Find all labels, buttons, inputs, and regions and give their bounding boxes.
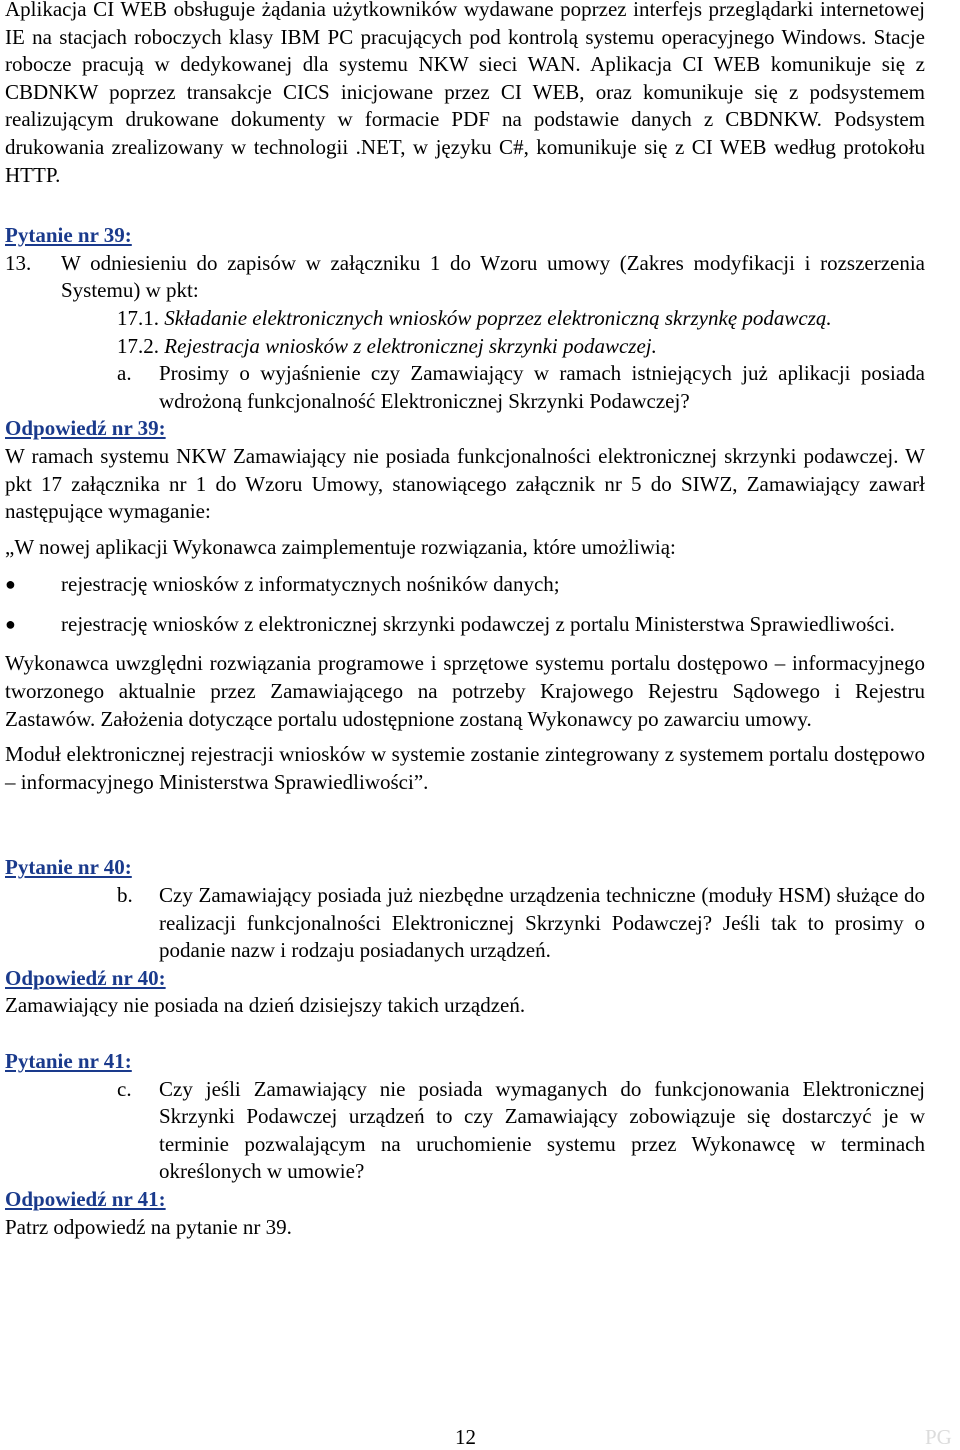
answer-39-quote-intro: „W nowej aplikacji Wykonawca zaimplementuje rozwiązania, które umożliwią: xyxy=(5,534,676,559)
answer-41-text: Patrz odpowiedź na pytanie nr 39. xyxy=(5,1214,292,1239)
question-41-heading: Pytanie nr 41: xyxy=(5,1049,132,1073)
question-40-letter-item xyxy=(117,882,925,965)
item-text: W odniesieniu do zapisów w załączniku 1 do Wzoru umowy (Zakres modyfikacji i rozszerzenia Systemu) w pkt: xyxy=(61,250,925,303)
subpoint-text: Rejestracja wniosków z elektronicznej skrzynki podawczej. xyxy=(164,333,657,358)
subpoint-number: 17.1. xyxy=(117,305,159,330)
letter-text: Czy jeśli Zamawiający nie posiada wymaganych do funkcjonowania Elektronicznej Skrzynki Podawczej urządzeń to czy Zamawiający zobowiązuje się dostarczyć je w terminie pozwalającym na uruchomienie systemu przez Wykonawcę w terminach określonych w umowie? xyxy=(159,1076,925,1184)
answer-41-heading: Odpowiedź nr 41: xyxy=(5,1186,166,1211)
letter-marker: b. xyxy=(117,883,133,908)
subpoint-17-1 xyxy=(117,305,925,333)
answer-39-bullet-list xyxy=(5,571,925,638)
page-number: 12 xyxy=(455,1425,476,1449)
list-item-text: rejestrację wniosków z informatycznych nośników danych; xyxy=(61,572,560,597)
list-item xyxy=(5,611,925,639)
answer-39-heading: Odpowiedź nr 39: xyxy=(5,416,166,441)
list-item xyxy=(5,571,925,599)
subpoint-number: 17.2. xyxy=(117,333,159,358)
subpoint-text: Składanie elektronicznych wniosków poprzez elektroniczną skrzynkę podawczą. xyxy=(164,305,832,330)
question-40-heading: Pytanie nr 40: xyxy=(5,855,132,880)
answer-40-text: Zamawiający nie posiada na dzień dzisiejszy takich urządzeń. xyxy=(5,993,526,1018)
answer-40-heading: Odpowiedź nr 40: xyxy=(5,965,166,990)
intro-paragraph: Aplikacja CI WEB obsługuje żądania użytkowników wydawane poprzez interfejs przeglądarki internetowej IE na stacjach roboczych klasy IBM PC pracujących pod kontrolą systemu operacyjnego Windows. Stacje robocze pracują w dedykowanej dla systemu NKW sieci WAN. Aplikacja CI WEB komunikuje się z CBDNKW poprzez transakcje CICS inicjowane przez CI WEB, oraz komunikuje się z podsystemem realizującym drukowane dokumenty w formacie PDF na podstawie danych z CBDNKW. Podsystem drukowania zrealizowany w technologii .NET, w języku C#, komunikuje się z CI WEB według protokołu HTTP. xyxy=(5,0,925,187)
question-39-item xyxy=(5,250,925,305)
question-39-letter-item xyxy=(117,360,925,415)
corner-watermark: PG xyxy=(925,1425,952,1449)
answer-39-paragraph: W ramach systemu NKW Zamawiający nie posiada funkcjonalności elektronicznej skrzynki podawczej. W pkt 17 załącznika nr 1 do Wzoru Umowy, stanowiącego załącznik nr 5 do SIWZ, Zamawiający zawarł następujące wymaganie: xyxy=(5,443,925,524)
list-item-text: rejestrację wniosków z elektronicznej skrzynki podawczej z portalu Ministerstwa Sprawiedliwości. xyxy=(61,611,895,636)
question-39-heading: Pytanie nr 39: xyxy=(5,223,132,248)
bullet-icon: ● xyxy=(5,613,16,634)
question-41-letter-item xyxy=(117,1076,925,1186)
letter-text: Prosimy o wyjaśnienie czy Zamawiający w ramach istniejących już aplikacji posiada wdrożoną funkcjonalność Elektronicznej Skrzynki Podawczej? xyxy=(159,361,925,413)
answer-39-paragraph-3: Moduł elektronicznej rejestracji wniosków w systemie zostanie zintegrowany z systemem portalu dostępowo – informacyjnego Ministerstwa Sprawiedliwości”. xyxy=(5,742,925,794)
bullet-icon: ● xyxy=(5,574,16,595)
document-page xyxy=(5,0,925,1241)
subpoint-17-2 xyxy=(117,333,925,361)
item-number: 13. xyxy=(5,250,32,275)
letter-marker: a. xyxy=(117,361,132,386)
letter-text: Czy Zamawiający posiada już niezbędne urządzenia techniczne (moduły HSM) służące do realizacji funkcjonalności Elektronicznej Skrzynki Podawczej? Jeśli tak to prosimy o podanie nazw i rodzaju posiadanych urządzeń. xyxy=(159,883,925,963)
letter-marker: c. xyxy=(117,1076,132,1101)
answer-39-paragraph-2: Wykonawca uwzględni rozwiązania programowe i sprzętowe systemu portalu dostępowo – informacyjnego tworzonego aktualnie przez Zamawiającego na potrzeby Krajowego Rejestru Sądowego i Rejestru Zastawów. Założenia dotyczące portalu udostępnione zostaną Wykonawcy po zawarciu umowy. xyxy=(5,651,925,731)
